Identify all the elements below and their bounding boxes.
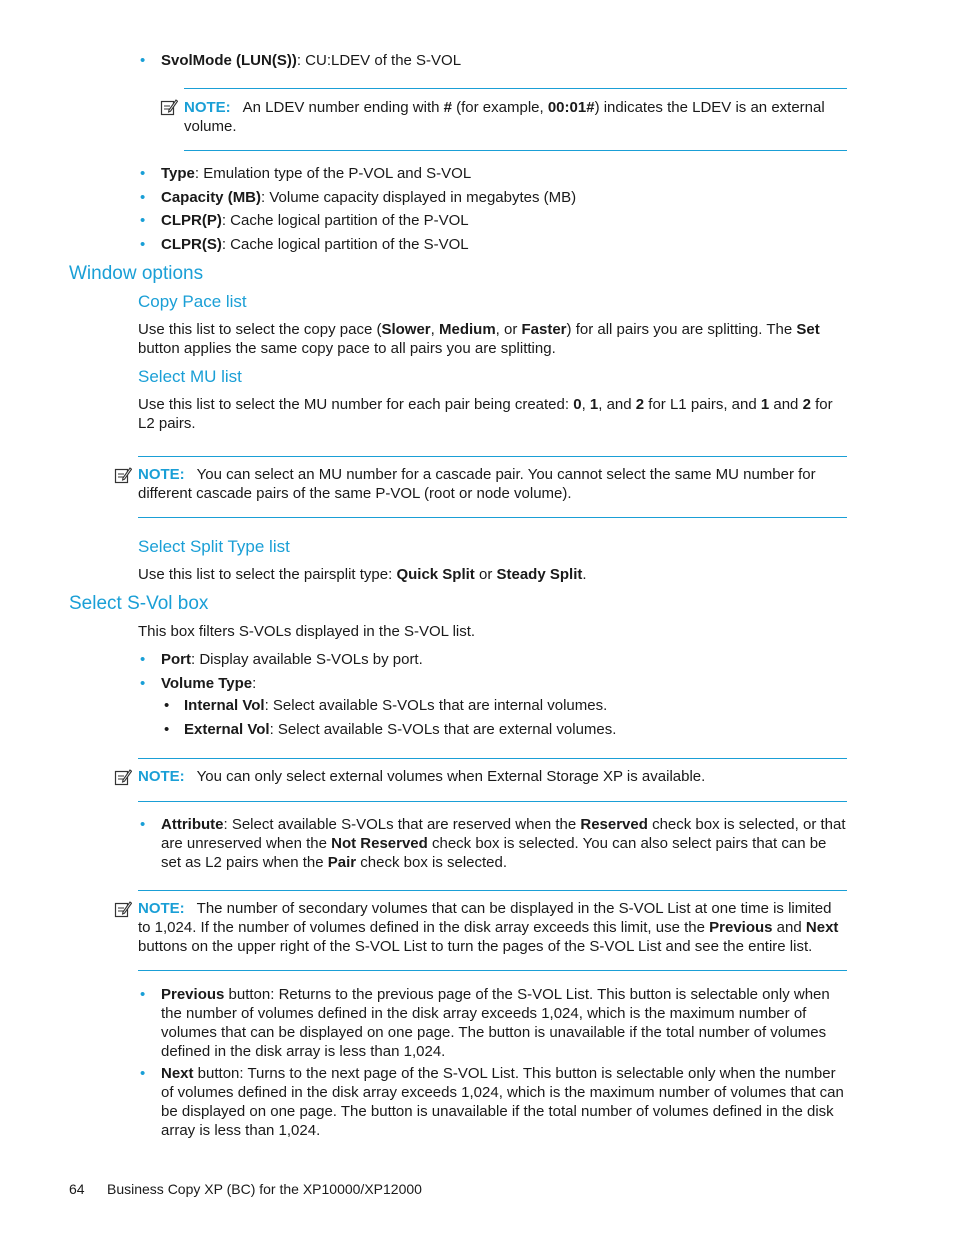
- bullet-type: Type: Emulation type of the P-VOL and S-VOL: [161, 165, 472, 182]
- sub-bullet-marker: •: [164, 697, 170, 714]
- bullet-marker: •: [140, 651, 146, 668]
- note-rule-bottom: [138, 801, 847, 802]
- bullet-volume-type: Volume Type:: [161, 675, 257, 692]
- note-rule-bottom: [184, 150, 847, 151]
- bullet-clpr-p: CLPR(P): Cache logical partition of the P-VOL: [161, 212, 469, 229]
- bullet-marker: •: [140, 52, 146, 69]
- bullet-marker: •: [140, 1065, 146, 1082]
- note-rule-bottom: [138, 517, 847, 518]
- bullet-marker: •: [140, 165, 146, 182]
- note-rule-bottom: [138, 970, 847, 971]
- bullet-svolmode: SvolMode (LUN(S)): CU:LDEV of the S-VOL: [161, 52, 462, 69]
- note-pencil-icon: [114, 900, 132, 918]
- select-mu-paragraph: Use this list to select the MU number for each pair being created: 0, 1, and 2 for L1 pairs, and 1 and 2 for L2 pairs.: [138, 396, 833, 432]
- bullet-marker: •: [140, 212, 146, 229]
- bullet-previous: Previous button: Returns to the previous page of the S-VOL List. This button is selectable only when the number of volumes defined in the disk array exceeds 1,024, which is the maximum number of volumes that can be displayed on one page. The button is unavailable if the total number of volumes defined in the disk array is less than 1,024.: [161, 986, 830, 1060]
- sub-bullet-marker: •: [164, 721, 170, 738]
- bullet-marker: •: [140, 986, 146, 1003]
- sub-bullet-internal-vol: Internal Vol: Select available S-VOLs that are internal volumes.: [184, 697, 608, 714]
- note-pencil-icon: [114, 466, 132, 484]
- note-pencil-icon: [114, 768, 132, 786]
- bullet-clpr-s: CLPR(S): Cache logical partition of the S-VOL: [161, 236, 469, 253]
- copy-pace-paragraph: Use this list to select the copy pace (Slower, Medium, or Faster) for all pairs you are splitting. The Set button applies the same copy pace to all pairs you are splitting.: [138, 321, 820, 357]
- note-rule-top: [138, 758, 847, 759]
- heading-split-type: Select Split Type list: [138, 537, 290, 556]
- bullet-marker: •: [140, 675, 146, 692]
- split-type-paragraph: Use this list to select the pairsplit type: Quick Split or Steady Split.: [138, 566, 587, 583]
- heading-copy-pace: Copy Pace list: [138, 292, 247, 311]
- bullet-next: Next button: Turns to the next page of the S-VOL List. This button is selectable only when the number of volumes defined in the disk array exceeds 1,024, which is the maximum number of volumes that can be displayed on one page. The button is unavailable if the total number of volumes defined in the disk array is less than 1,024.: [161, 1065, 844, 1139]
- heading-select-svol-box: Select S-Vol box: [69, 593, 209, 614]
- bullet-capacity: Capacity (MB): Volume capacity displayed in megabytes (MB): [161, 189, 577, 206]
- bullet-marker: •: [140, 816, 146, 833]
- bullet-attribute: Attribute: Select available S-VOLs that are reserved when the Reserved check box is selected, or that are unreserved when the Not Reserved check box is selected. You can also select pairs that can be set as L2 pairs when the Pair check box is selected.: [161, 816, 846, 871]
- svol-intro: This box filters S-VOLs displayed in the S-VOL list.: [138, 623, 476, 640]
- heading-select-mu: Select MU list: [138, 367, 242, 386]
- note-external-storage: NOTE: You can only select external volumes when External Storage XP is available.: [138, 768, 706, 785]
- heading-window-options: Window options: [69, 263, 204, 284]
- note-svol-limit: NOTE: The number of secondary volumes that can be displayed in the S-VOL List at one time is limited to 1,024. If the number of volumes defined in the disk array exceeds this limit, use the Previous and Next buttons on the upper right of the S-VOL List to turn the pages of the S-VOL List and see the entire list.: [138, 900, 839, 955]
- note-pencil-icon: [160, 98, 178, 116]
- note-rule-top: [138, 890, 847, 891]
- page-number: 64: [69, 1181, 85, 1197]
- note-ldev: NOTE: An LDEV number ending with # (for example, 00:01#) indicates the LDEV is an external volume.: [184, 99, 825, 135]
- bullet-port: Port: Display available S-VOLs by port.: [161, 651, 423, 668]
- bullet-marker: •: [140, 236, 146, 253]
- sub-bullet-external-vol: External Vol: Select available S-VOLs that are external volumes.: [184, 721, 617, 738]
- note-cascade-mu: NOTE: You can select an MU number for a cascade pair. You cannot select the same MU number for different cascade pairs of the same P-VOL (root or node volume).: [138, 466, 816, 502]
- footer-title: Business Copy XP (BC) for the XP10000/XP12000: [107, 1181, 422, 1197]
- bullet-marker: •: [140, 189, 146, 206]
- note-rule-top: [184, 88, 847, 89]
- note-rule-top: [138, 456, 847, 457]
